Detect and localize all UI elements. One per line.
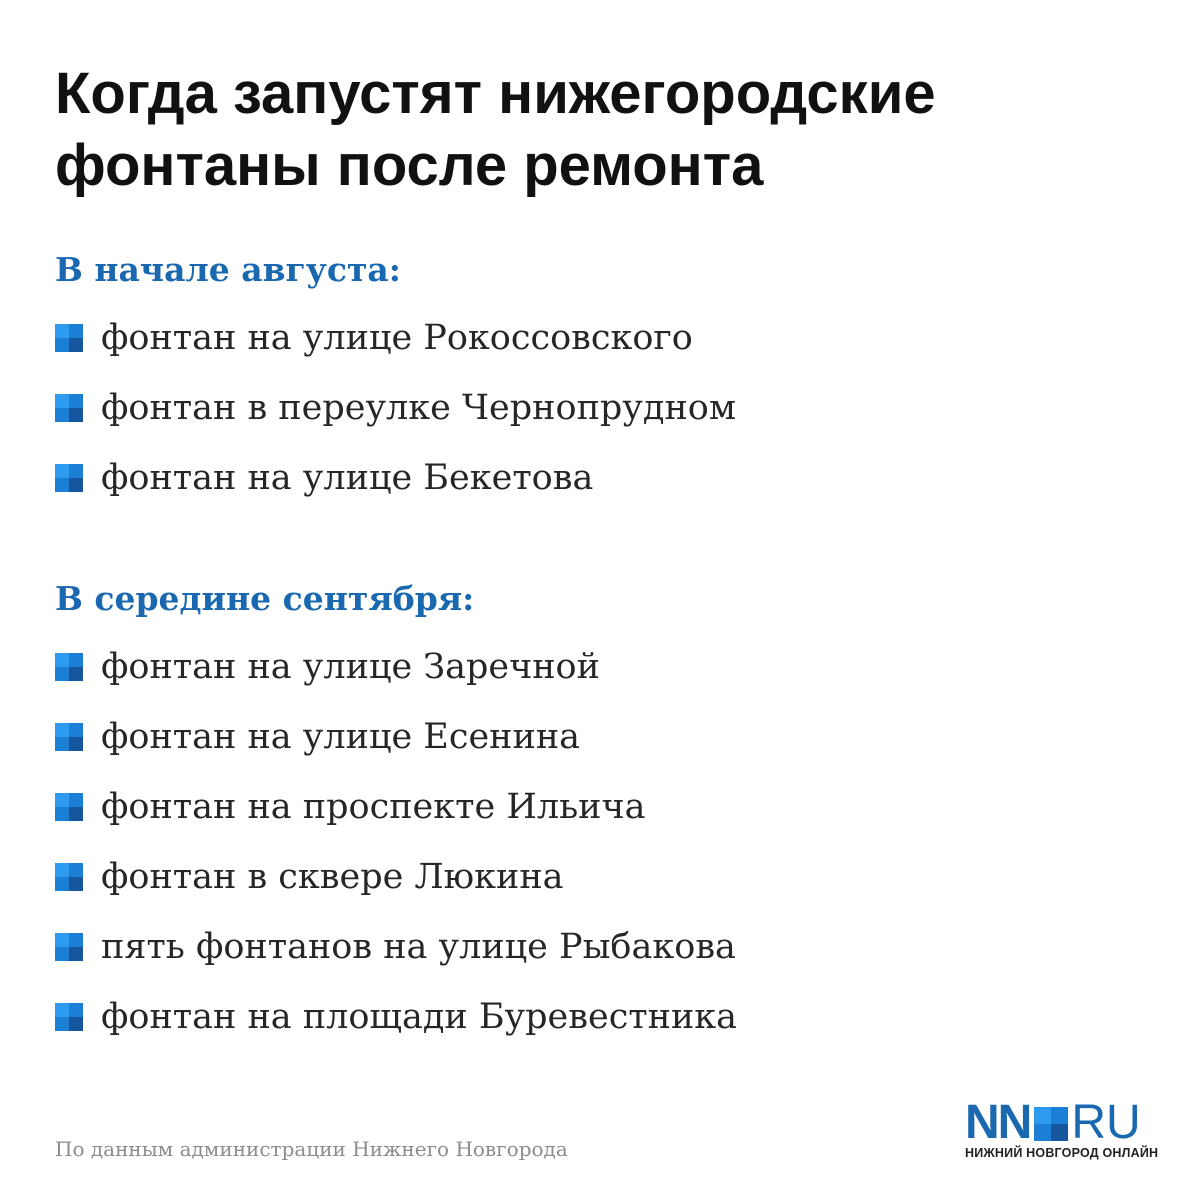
- list-item-text: фонтан на улице Бекетова: [101, 458, 594, 498]
- list-item: [55, 772, 737, 842]
- list-item-text: фонтан на проспекте Ильича: [101, 787, 646, 827]
- logo-tagline: НИЖНИЙ НОВГОРОД ОНЛАЙН: [965, 1146, 1159, 1160]
- august-fountain-list: [55, 303, 736, 513]
- list-item-text: пять фонтанов на улице Рыбакова: [101, 927, 736, 967]
- list-item: [55, 632, 737, 702]
- list-item-text: фонтан в сквере Люкина: [101, 857, 564, 897]
- square-bullet-icon: [55, 653, 83, 681]
- list-item: [55, 842, 737, 912]
- list-item: [55, 303, 736, 373]
- list-item: [55, 443, 736, 513]
- list-item-text: фонтан в переулке Чернопрудном: [101, 388, 737, 428]
- square-bullet-icon: [55, 723, 83, 751]
- square-bullet-icon: [55, 933, 83, 961]
- logo-wordmark: [965, 1096, 1165, 1149]
- square-bullet-icon: [55, 1003, 83, 1031]
- square-bullet-icon: [55, 394, 83, 422]
- logo-nn-text: NN: [965, 1096, 1031, 1149]
- square-bullet-icon: [55, 324, 83, 352]
- list-item: [55, 702, 737, 772]
- section-heading-september: В середине сентября:: [55, 579, 475, 618]
- list-item-text: фонтан на улице Заречной: [101, 647, 600, 687]
- list-item: [55, 912, 737, 982]
- logo-square-icon: [1034, 1107, 1068, 1141]
- square-bullet-icon: [55, 793, 83, 821]
- square-bullet-icon: [55, 863, 83, 891]
- list-item-text: фонтан на улице Есенина: [101, 717, 581, 757]
- list-item: [55, 982, 737, 1052]
- source-note: По данным администрации Нижнего Новгорода: [55, 1137, 568, 1161]
- list-item-text: фонтан на площади Буревестника: [101, 997, 738, 1037]
- logo-ru-text: RU: [1071, 1096, 1141, 1149]
- nn-ru-logo: [965, 1096, 1165, 1160]
- title-line-2: фонтаны после ремонта: [55, 133, 764, 198]
- title-line-1: Когда запустят нижегородские: [55, 61, 936, 126]
- page-title: [55, 58, 1155, 202]
- september-fountain-list: [55, 632, 737, 1052]
- list-item: [55, 373, 736, 443]
- square-bullet-icon: [55, 464, 83, 492]
- list-item-text: фонтан на улице Рокоссовского: [101, 318, 693, 358]
- section-heading-august: В начале августа:: [55, 250, 401, 289]
